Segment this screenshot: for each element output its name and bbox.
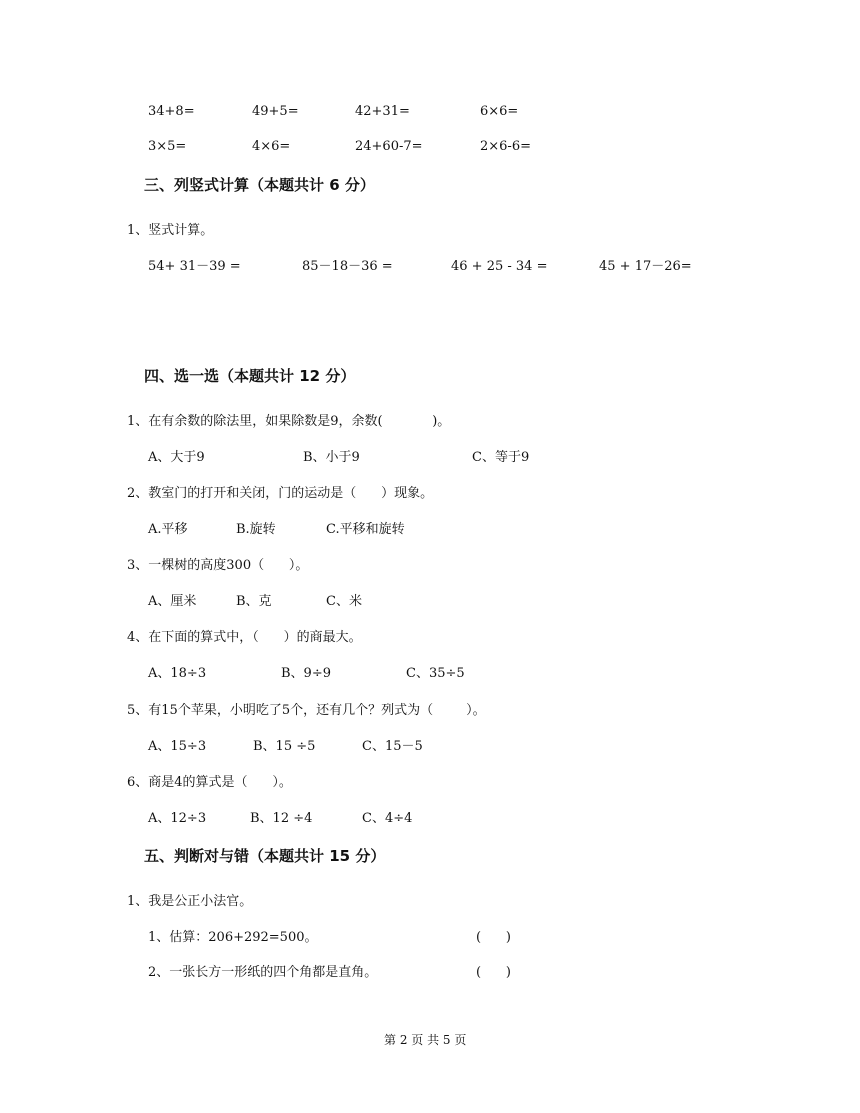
vertical-calc-4: 45 + 17－26= [599,259,692,274]
section3-q1: 1、竖式计算。 [127,223,214,238]
choice-q1-c: C、等于9 [472,450,530,465]
section3-title: 三、列竖式计算（本题共计 6 分） [144,176,375,194]
arith-1-4: 6×6= [480,104,519,119]
vertical-calc-3: 46 + 25 - 34 = [451,259,548,274]
vertical-calc-1: 54+ 31－39 = [148,259,241,274]
judge-item-2: 2、一张长方一形纸的四个角都是直角。 [148,965,378,980]
choice-q2: 2、教室门的打开和关闭，门的运动是（ ）现象。 [127,486,434,501]
choice-q6-b: B、12 ÷4 [250,811,313,826]
choice-q1-a: A、大于9 [148,450,205,465]
judge-item-1: 1、估算：206+292=500。 [148,930,318,945]
arith-2-4: 2×6-6= [480,139,531,154]
section5-title: 五、判断对与错（本题共计 15 分） [144,847,386,865]
choice-q1-b: B、小于9 [303,450,360,465]
arith-2-1: 3×5= [148,139,187,154]
choice-q6-c: C、4÷4 [362,811,413,826]
choice-q5: 5、有15个苹果，小明吃了5个，还有几个？列式为（ ）。 [127,703,486,718]
judge-item-1-blank: ( ) [476,930,511,945]
choice-q4-b: B、9÷9 [281,666,331,681]
vertical-calc-2: 85－18－36 = [302,259,393,274]
section4-title: 四、选一选（本题共计 12 分） [144,367,356,385]
arith-1-2: 49+5= [252,104,299,119]
choice-q3-c: C、米 [326,594,362,609]
choice-q2-a: A.平移 [148,522,188,537]
arith-1-3: 42+31= [355,104,410,119]
choice-q3: 3、一棵树的高度300（ ）。 [127,558,309,573]
choice-q5-c: C、15－5 [362,739,423,754]
choice-q4: 4、在下面的算式中，（ ）的商最大。 [127,630,362,645]
choice-q3-b: B、克 [236,594,272,609]
section5-q1: 1、我是公正小法官。 [127,894,253,909]
choice-q2-b: B.旋转 [236,522,276,537]
arith-1-1: 34+8= [148,104,195,119]
arith-2-2: 4×6= [252,139,291,154]
choice-q5-b: B、15 ÷5 [253,739,316,754]
choice-q1: 1、在有余数的除法里，如果除数是9，余数( )。 [127,414,451,429]
choice-q4-a: A、18÷3 [148,666,207,681]
choice-q6-a: A、12÷3 [148,811,207,826]
choice-q5-a: A、15÷3 [148,739,207,754]
choice-q4-c: C、35÷5 [406,666,465,681]
arith-2-3: 24+60-7= [355,139,423,154]
choice-q3-a: A、厘米 [148,594,197,609]
judge-item-2-blank: ( ) [476,965,511,980]
choice-q2-c: C.平移和旋转 [326,522,405,537]
page-footer: 第 2 页 共 5 页 [384,1033,467,1047]
choice-q6: 6、商是4的算式是（ ）。 [127,775,292,790]
